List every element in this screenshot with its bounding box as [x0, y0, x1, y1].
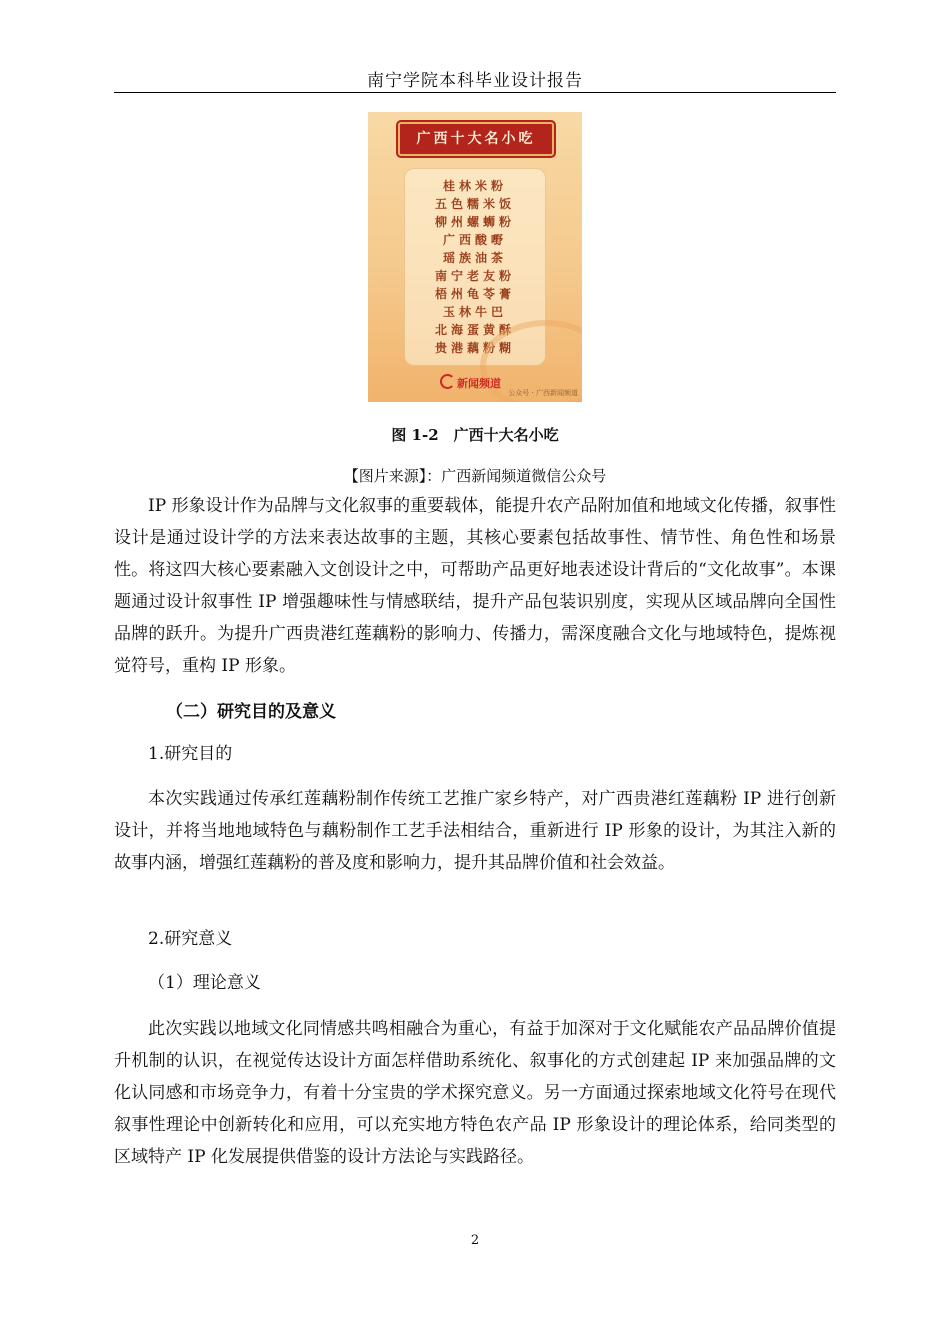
- poster-list-item: 南宁老友粉: [434, 269, 515, 283]
- poster-list-item: 北海蛋黄酥: [434, 323, 515, 337]
- poster-list-item: 广西酸嘢: [442, 233, 507, 247]
- figure-caption: 图 1-2 广西十大名小吃: [391, 426, 559, 444]
- figure-poster-image: [368, 112, 582, 402]
- poster-logo: [440, 374, 501, 391]
- poster-banner-text: 广西十大名小吃: [416, 131, 536, 147]
- poster-list-item: 梧州龟苓膏: [434, 287, 515, 301]
- poster-list-item: 柳州螺蛳粉: [434, 215, 515, 229]
- section-heading: （二）研究目的及意义: [166, 702, 336, 722]
- subheading-theoretical-significance: （1）理论意义: [148, 973, 261, 993]
- paragraph-research-purpose: 本次实践通过传承红莲藕粉制作传统工艺推广家乡特产，对广西贵港红莲藕粉 IP 进行创新设计，并将当地地域特色与藕粉制作工艺手法相结合，重新进行 IP 形象的设计，为其注入新的故事内涵，增强红莲藕粉的普及度和影响力，提升其品牌价值和社会效益。: [114, 789, 836, 873]
- poster-list-item: 贵港藕粉糊: [434, 341, 515, 355]
- poster-logo-text: 新闻频道: [457, 377, 501, 390]
- poster-banner: [398, 122, 554, 156]
- poster-list-item: 瑶族油茶: [442, 251, 507, 265]
- poster-list-item: 桂林米粉: [442, 179, 507, 193]
- header-rule: [114, 92, 836, 93]
- page-number: 2: [470, 1233, 480, 1248]
- subheading-research-significance: 2.研究意义: [148, 929, 233, 949]
- paragraph-theoretical-significance: 此次实践以地域文化同情感共鸣相融合为重心，有益于加深对于文化赋能农产品品牌价值提升机制的认识，在视觉传达设计方面怎样借助系统化、叙事化的方式创建起 IP 来加强品牌的文化认同感和市场竞争力，有着十分宝贵的学术探究意义。另一方面通过探索地域文化符号在现代叙事性理论中创新转化和应用，可以充实地方特色农产品 IP 形象设计的理论体系，给同类型的区域特产 IP 化发展提供借鉴的设计方法论与实践路径。: [114, 1019, 836, 1167]
- page-header: 南宁学院本科毕业设计报告: [367, 71, 583, 91]
- poster-list-item: 玉林牛巴: [442, 305, 507, 319]
- figure-source: 【图片来源】：广西新闻频道微信公众号: [343, 467, 607, 485]
- paragraph-ip-design: IP 形象设计作为品牌与文化叙事的重要载体，能提升农产品附加值和地域文化传播，叙事性设计是通过设计学的方法来表达故事的主题，其核心要素包括故事性、情节性、角色性和场景性。将这四大核心要素融入文创设计之中，可帮助产品更好地表述设计背后的“文化故事”。本课题通过设计叙事性 IP 增强趣味性与情感联结，提升产品包装识别度，实现从区域品牌向全国性品牌的跃升。为提升广西贵港红莲藕粉的影响力、传播力，需深度融合文化与地域特色，提炼视觉符号，重构 IP 形象。: [114, 496, 836, 676]
- poster-watermark: 公众号 · 广西新闻频道: [508, 389, 578, 397]
- subheading-research-purpose: 1.研究目的: [148, 744, 233, 764]
- poster-list-item: 五色糯米饭: [434, 197, 515, 211]
- news-channel-logo-icon: [440, 374, 455, 389]
